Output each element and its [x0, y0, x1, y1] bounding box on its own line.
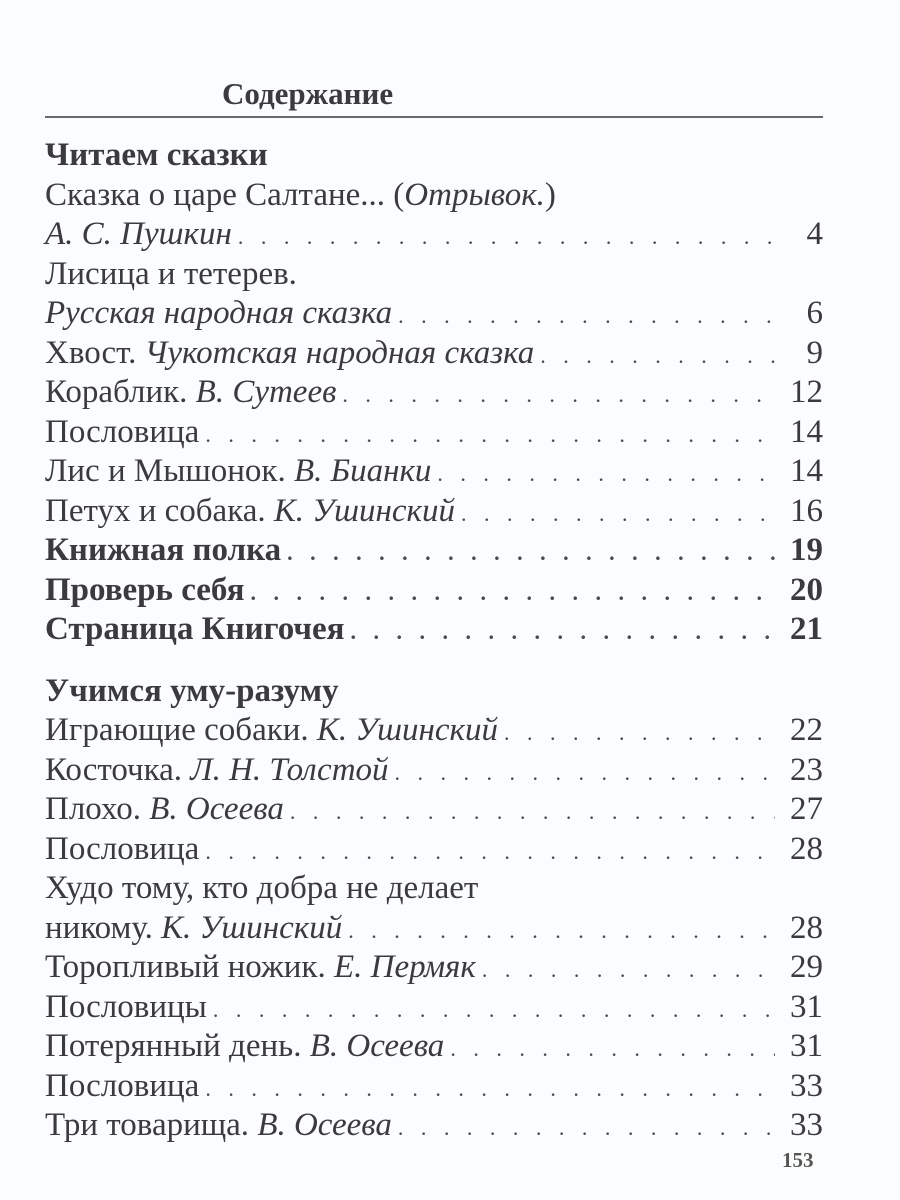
toc-entry — [45, 831, 823, 871]
dot-leader — [540, 343, 775, 369]
entry-author: В. Осеева — [257, 1107, 392, 1143]
entry-author: Отрывок. — [404, 176, 545, 213]
dot-leader — [250, 580, 775, 606]
entry-text: Потерянный день. — [45, 1028, 310, 1064]
entry-text: Играющие собаки. — [45, 712, 317, 748]
dot-leader — [450, 1036, 775, 1062]
entry-text: Пословица — [45, 1067, 200, 1104]
toc-entry — [45, 752, 823, 792]
entry-title — [45, 870, 478, 907]
entry-text: Пословицы — [45, 988, 207, 1025]
dot-leader — [348, 918, 775, 944]
section-heading: Учимся уму-разуму — [45, 672, 339, 709]
toc-entry — [45, 374, 823, 414]
entry-title — [45, 949, 476, 986]
toc-entry — [45, 453, 823, 493]
entry-text: никому. — [45, 909, 162, 946]
entry-title — [45, 712, 498, 749]
entry-title — [45, 611, 345, 648]
toc-entry — [45, 493, 823, 533]
page-number: 153 — [782, 1148, 814, 1172]
toc-entry — [45, 712, 823, 752]
entry-suffix: ) — [544, 176, 556, 213]
entry-page: 27 — [790, 791, 823, 827]
entry-text: Лис и Мышонок. — [45, 453, 294, 489]
entry-page: 20 — [790, 571, 823, 608]
entry-title — [45, 910, 342, 947]
entry-title — [45, 335, 534, 372]
toc-entry — [45, 295, 823, 335]
dot-leader — [287, 540, 775, 566]
entry-page: 31 — [790, 988, 823, 1025]
entry-title — [45, 752, 389, 789]
toc-entry — [45, 611, 823, 651]
entry-page: 28 — [790, 830, 823, 867]
entry-text: Книжная полка — [45, 532, 282, 568]
table-of-contents — [45, 137, 823, 1147]
dot-leader — [437, 461, 775, 487]
entry-page: 16 — [790, 492, 823, 529]
entry-title — [45, 295, 392, 332]
entry-text: Торопливый ножик. — [45, 949, 334, 985]
entry-text: Пословица — [45, 413, 200, 450]
entry-title — [45, 414, 199, 451]
entry-title — [45, 1068, 199, 1105]
toc-entry — [45, 910, 823, 950]
dot-leader — [342, 382, 775, 408]
entry-text: Страница Книгочея — [45, 611, 345, 647]
entry-text: Косточка. — [45, 751, 191, 788]
entry-text: Три товарища. — [45, 1107, 258, 1143]
entry-title — [45, 453, 431, 490]
toc-entry — [45, 1028, 823, 1068]
entry-text: Кораблик. — [45, 374, 196, 410]
entry-page: 22 — [790, 712, 823, 748]
toc-entry — [45, 791, 823, 831]
entry-title — [45, 1028, 444, 1065]
entry-page: 6 — [806, 295, 823, 331]
entry-title — [45, 831, 199, 868]
entry-author: В. Осеева — [149, 791, 284, 827]
entry-text: Плохо. — [45, 791, 150, 827]
entry-author: В. Осеева — [309, 1028, 445, 1064]
toc-entry — [45, 989, 823, 1029]
dot-leader — [461, 501, 775, 527]
entry-text: Проверь себя — [45, 571, 245, 608]
entry-page: 12 — [790, 374, 823, 410]
entry-page: 9 — [806, 334, 823, 371]
dot-leader — [213, 997, 775, 1023]
entry-text: Петух и собака. — [45, 492, 274, 529]
entry-text: Сказка о царе Салтане... ( — [45, 176, 405, 213]
entry-title — [45, 572, 244, 609]
entry-text: Лисица и тетерев. — [45, 255, 297, 292]
entry-page: 4 — [806, 216, 823, 252]
toc-entry — [45, 572, 823, 612]
dot-leader — [395, 760, 775, 786]
entry-title — [45, 216, 232, 253]
entry-title — [45, 177, 556, 214]
entry-page: 14 — [790, 453, 823, 489]
section-heading: Читаем сказки — [45, 137, 268, 173]
toc-entry — [45, 256, 823, 296]
toc-entry — [45, 1068, 823, 1108]
entry-author: Е. Пермяк — [333, 949, 476, 985]
dot-leader — [398, 303, 775, 329]
entry-author: К. Ушинский — [161, 909, 343, 946]
entry-author: Л. Н. Толстой — [190, 751, 389, 788]
entry-author: В. Бианки — [293, 453, 432, 489]
dot-leader — [482, 957, 775, 983]
dot-leader — [351, 619, 775, 645]
entry-text: Хвост. — [45, 334, 145, 371]
entry-title — [45, 256, 297, 293]
entry-page: 31 — [790, 1028, 823, 1064]
dot-leader — [398, 1115, 775, 1141]
dot-leader — [205, 422, 775, 448]
entry-author: Русская народная сказка — [45, 295, 393, 331]
page-title: Содержание — [222, 76, 394, 111]
entry-page: 29 — [790, 949, 823, 985]
toc-entry — [45, 414, 823, 454]
title-divider — [45, 116, 823, 118]
dot-leader — [290, 799, 775, 825]
toc-entry — [45, 177, 823, 217]
entry-title — [45, 791, 284, 828]
entry-page: 23 — [790, 751, 823, 788]
entry-title — [45, 989, 207, 1026]
toc-entry — [45, 949, 823, 989]
dot-leader — [205, 839, 775, 865]
dot-leader — [504, 720, 775, 746]
entry-author: К. Ушинский — [273, 492, 455, 529]
entry-page: 28 — [790, 909, 823, 946]
entry-author: В. Сутеев — [195, 374, 337, 410]
dot-leader — [205, 1076, 775, 1102]
entry-page: 33 — [790, 1107, 823, 1143]
dot-leader — [238, 224, 775, 250]
entry-author: А. С. Пушкин — [45, 216, 232, 252]
entry-page: 14 — [790, 413, 823, 450]
entry-page: 19 — [790, 532, 823, 568]
entry-text: Худо тому, кто добра не делает — [45, 870, 479, 906]
toc-entry — [45, 532, 823, 572]
entry-page: 21 — [790, 611, 823, 647]
toc-entry — [45, 1107, 823, 1147]
entry-title — [45, 532, 281, 569]
entry-title — [45, 493, 455, 530]
entry-text: Пословица — [45, 830, 200, 867]
entry-author: Чукотская народная сказка — [144, 334, 535, 371]
entry-page: 33 — [790, 1067, 823, 1104]
toc-entry — [45, 216, 823, 256]
toc-entry — [45, 335, 823, 375]
entry-title — [45, 1107, 392, 1144]
entry-title — [45, 374, 336, 411]
toc-entry — [45, 870, 823, 910]
entry-author: К. Ушинский — [316, 712, 498, 748]
